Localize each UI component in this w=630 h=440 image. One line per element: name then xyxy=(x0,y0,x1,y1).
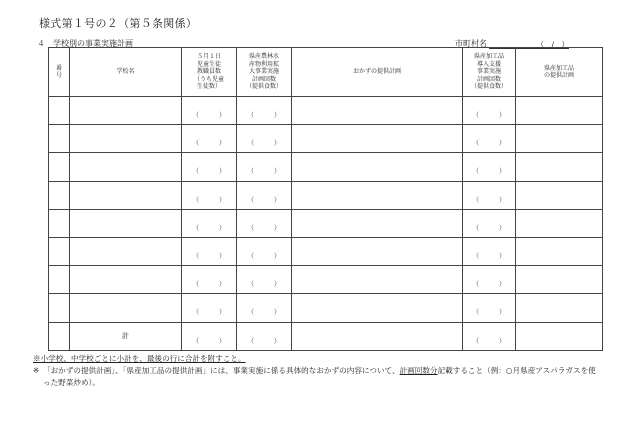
plan-cell[interactable] xyxy=(292,181,463,209)
count-cell[interactable]: （ ） xyxy=(237,125,292,153)
plan-cell[interactable] xyxy=(292,209,463,237)
count-cell[interactable]: （ ） xyxy=(463,181,516,209)
header-fishery-count: 県産農林水 産物利用拡 大事業実施 計画回数 （提供食数） xyxy=(237,48,292,97)
count-cell[interactable]: （ ） xyxy=(463,97,516,125)
header-number: 番 号 xyxy=(49,48,70,97)
school-name-cell[interactable] xyxy=(70,294,182,322)
table-row xyxy=(49,237,603,265)
count-cell[interactable]: （ ） xyxy=(237,181,292,209)
table-row xyxy=(49,266,603,294)
school-name-cell[interactable] xyxy=(70,209,182,237)
plan-cell[interactable] xyxy=(292,237,463,265)
count-cell[interactable]: （ ） xyxy=(237,322,292,350)
count-cell[interactable]: （ ） xyxy=(237,153,292,181)
number-cell[interactable] xyxy=(49,181,70,209)
count-cell[interactable]: （ ） xyxy=(237,266,292,294)
plan-table xyxy=(48,47,603,351)
school-name-cell[interactable] xyxy=(70,266,182,294)
number-cell[interactable] xyxy=(49,294,70,322)
count-cell[interactable]: （ ） xyxy=(237,237,292,265)
municipality-label: 市町村名 xyxy=(455,39,487,48)
school-name-cell[interactable] xyxy=(70,153,182,181)
count-cell[interactable]: （ ） xyxy=(182,209,237,237)
header-school-name: 学校名 xyxy=(70,48,182,97)
count-cell[interactable]: （ ） xyxy=(463,266,516,294)
plan-cell[interactable] xyxy=(516,97,603,125)
plan-cell[interactable] xyxy=(516,322,603,350)
count-cell[interactable]: （ ） xyxy=(182,237,237,265)
plan-cell[interactable] xyxy=(292,153,463,181)
note-plan: ※ 「おかずの提供計画」、「県産加工品の提供計画」には、事業実施に係る具体的なおかずの内容について、計画回数分記載すること（例：○月県産アスパラガスを使った野菜炒め）。 xyxy=(33,366,596,388)
plan-cell[interactable] xyxy=(292,97,463,125)
school-name-cell[interactable] xyxy=(70,125,182,153)
plan-cell[interactable] xyxy=(292,294,463,322)
count-cell[interactable]: （ ） xyxy=(182,294,237,322)
count-cell[interactable]: （ ） xyxy=(463,209,516,237)
number-cell[interactable] xyxy=(49,237,70,265)
count-cell[interactable]: （ ） xyxy=(182,153,237,181)
count-cell[interactable]: （ ） xyxy=(463,237,516,265)
school-name-cell[interactable] xyxy=(70,237,182,265)
table-row xyxy=(49,294,603,322)
plan-cell[interactable] xyxy=(292,266,463,294)
header-processed-plan: 県産加工品 の提供計画 xyxy=(516,48,603,97)
count-cell[interactable]: （ ） xyxy=(463,322,516,350)
plan-cell[interactable] xyxy=(516,125,603,153)
header-processed-count: 県産加工品 導入支援 事業実施 計画回数 （提供食数） xyxy=(463,48,516,97)
plan-cell[interactable] xyxy=(516,294,603,322)
number-cell[interactable] xyxy=(49,322,70,350)
number-cell[interactable] xyxy=(49,153,70,181)
number-cell[interactable] xyxy=(49,125,70,153)
table-row xyxy=(49,209,603,237)
header-dish-plan: おかずの提供計画 xyxy=(292,48,463,97)
count-cell[interactable]: （ ） xyxy=(182,97,237,125)
plan-cell[interactable] xyxy=(516,181,603,209)
count-cell[interactable]: （ ） xyxy=(463,294,516,322)
school-name-cell[interactable] xyxy=(70,97,182,125)
plan-cell[interactable] xyxy=(292,125,463,153)
plan-cell[interactable] xyxy=(516,153,603,181)
plan-cell[interactable] xyxy=(516,266,603,294)
note-subtotal: ※小学校、中学校ごとに小計を、最後の行に合計を附すこと。 xyxy=(33,354,246,363)
plan-cell[interactable] xyxy=(292,322,463,350)
form-number: 様式第１号の２（第５条関係） xyxy=(39,17,198,30)
section-title: ４ 学校別の事業実施計画 xyxy=(37,39,133,48)
count-cell[interactable]: （ ） xyxy=(463,125,516,153)
notes xyxy=(33,353,603,389)
table-row xyxy=(49,181,603,209)
number-cell[interactable] xyxy=(49,266,70,294)
school-name-cell[interactable] xyxy=(70,181,182,209)
total-label[interactable]: 計 xyxy=(70,322,182,350)
count-cell[interactable]: （ ） xyxy=(182,266,237,294)
table-row xyxy=(49,97,603,125)
number-cell[interactable] xyxy=(49,97,70,125)
municipality-input[interactable]: （ / ） xyxy=(489,39,569,49)
count-cell[interactable]: （ ） xyxy=(182,322,237,350)
table-row xyxy=(49,153,603,181)
number-cell[interactable] xyxy=(49,209,70,237)
count-cell[interactable]: （ ） xyxy=(182,181,237,209)
table-row xyxy=(49,125,603,153)
count-cell[interactable]: （ ） xyxy=(237,97,292,125)
total-row xyxy=(49,322,603,350)
count-cell[interactable]: （ ） xyxy=(237,209,292,237)
header-students: ５月１日 児童生徒 教職員数 （うち児童 生徒数） xyxy=(182,48,237,97)
plan-cell[interactable] xyxy=(516,237,603,265)
count-cell[interactable]: （ ） xyxy=(182,125,237,153)
count-cell[interactable]: （ ） xyxy=(237,294,292,322)
plan-cell[interactable] xyxy=(516,209,603,237)
count-cell[interactable]: （ ） xyxy=(463,153,516,181)
